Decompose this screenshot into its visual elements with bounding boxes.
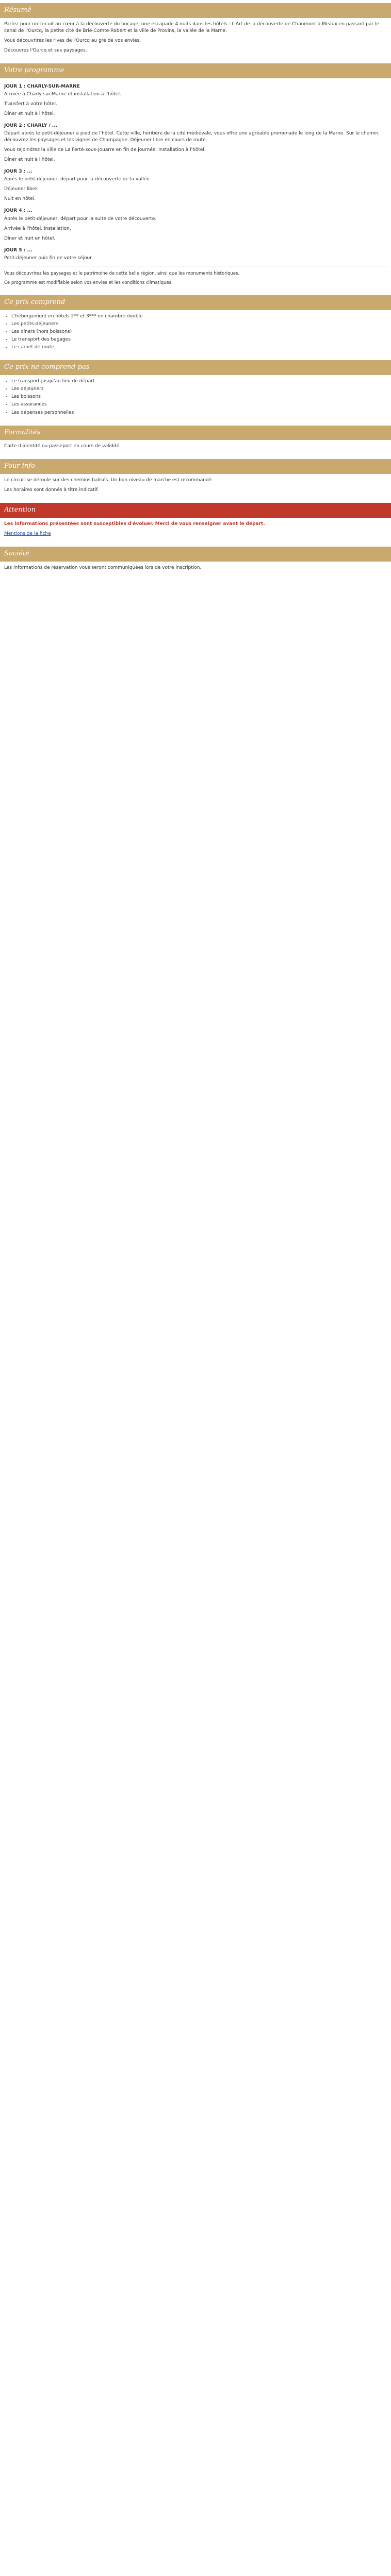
mentions-link[interactable]: Mentions de la fiche (4, 531, 51, 537)
day-1 (4, 83, 387, 117)
programme-extra: Ce programme est modifiable selon vos envies et les conditions climatiques. (4, 280, 173, 286)
attention-text: Les informations présentées sont susceptibles d'évoluer. Merci de vous renseigner avant le départ. (4, 521, 265, 527)
resume-paragraph-1: Partez pour un circuit au cœur à la découverte du bocage, une escapade 4 nuits dans les hôtels : L'Art de la découverte de Chaumont à Meaux en passant par le canal de l'Ourcq, la petite cité de Brie-Comte-Robert et la ville de Provins, la vallée de la Marne. (4, 21, 379, 33)
societe-heading: Société (0, 547, 391, 562)
resume-paragraph-3: Découvrez l'Ourcq et ses paysages. (4, 47, 87, 53)
day-line: Dîner et nuit à l'hôtel. (4, 111, 55, 117)
pour-info-text: Le circuit se déroule sur des chemins balisés. Un bon niveau de marche est recommandé. (4, 478, 214, 483)
resume-heading: Résumé (0, 3, 391, 18)
list-item: • Les déjeuners (11, 386, 387, 393)
day-title: JOUR 4 : ... (4, 208, 32, 214)
resume-section (0, 3, 391, 60)
day-5 (4, 247, 387, 262)
day-line: Transfert à votre hôtel. (4, 101, 57, 107)
day-3 (4, 168, 387, 202)
day-line: Dîner et nuit en hôtel. (4, 235, 56, 241)
list-item: • Les petits-déjeuners (11, 321, 387, 328)
societe-text: Les informations de réservation vous seront communiquées lors de votre inscription. (4, 565, 202, 571)
formalites-heading: Formalités (0, 426, 391, 440)
list-item: • Les dépenses personnelles (11, 410, 387, 416)
list-item: • Les boissons (11, 394, 387, 400)
list-item: • Le transport jusqu'au lieu de départ (11, 378, 387, 385)
day-title: JOUR 5 : ... (4, 247, 32, 253)
attention-section (0, 503, 391, 544)
day-line: Après le petit-déjeuner, départ pour la découverte de la vallée. (4, 177, 151, 182)
resume-body (0, 21, 391, 60)
formalites-text: Carte d'identité ou passeport en cours de validité. (4, 444, 121, 449)
list-item: • L'hébergement en hôtels 2** et 3*** en chambre double (11, 313, 387, 320)
societe-section (0, 547, 391, 578)
list-item: • Les assurances (11, 401, 387, 408)
pour-info-text: Les horaires sont donnés à titre indicatif. (4, 487, 99, 493)
day-title: JOUR 2 : CHARLY / ... (4, 123, 58, 129)
prestations-section (0, 295, 391, 357)
day-line: Déjeuner libre. (4, 187, 39, 192)
day-4 (4, 208, 387, 242)
programme-section (0, 63, 391, 292)
prestations-list (11, 313, 387, 351)
formalites-section (0, 426, 391, 456)
day-line: Départ après le petit-déjeuner à pied de l'hôtel. Cette ville, héritière de la cité médiévale, vous offre une agréable promenade le long de la Marne. Sur le chemin, découvrez les paysages et les vignes de Champagne. Déjeuner libre en cours de route. (4, 131, 380, 143)
day-line: Arrivée à Charly-sur-Marne et installation à l'hôtel. (4, 91, 121, 97)
day-title: JOUR 1 : CHARLY-SUR-MARNE (4, 83, 80, 89)
day-line: Petit-déjeuner puis fin de votre séjour. (4, 255, 93, 261)
list-item: • Le transport des bagages (11, 336, 387, 343)
day-line: Dîner et nuit à l'hôtel. (4, 157, 55, 163)
programme-body (0, 83, 391, 293)
prestations-heading: Ce prix comprend (0, 295, 391, 310)
day-line: Vous rejoindrez la ville de La Ferté-sous-Jouarre en fin de journée. Installation à l'hôtel. (4, 147, 206, 153)
day-title: JOUR 3 : ... (4, 169, 32, 175)
non-inclus-heading: Ce prix ne comprend pas (0, 360, 391, 375)
non-inclus-section (0, 360, 391, 422)
pour-info-heading: Pour info (0, 459, 391, 474)
non-inclus-list (11, 378, 387, 416)
resume-paragraph-2: Vous découvrirez les rives de l'Ourcq au gré de vos envies. (4, 38, 141, 43)
day-line: Arrivée à l'hôtel. Installation. (4, 226, 71, 231)
list-item: • Le carnet de route (11, 344, 387, 351)
day-line: Après le petit-déjeuner, départ pour la suite de votre découverte. (4, 216, 157, 222)
day-line: Nuit en hôtel. (4, 196, 36, 202)
day-2 (4, 123, 387, 163)
list-item: • Les dîners (hors boissons) (11, 329, 387, 335)
attention-heading: Attention (0, 503, 391, 518)
programme-heading: Votre programme (0, 63, 391, 78)
programme-extra: Vous découvrirez les paysages et le patrimoine de cette belle région, ainsi que les monuments historiques. (4, 270, 240, 276)
pour-info-section (0, 459, 391, 500)
